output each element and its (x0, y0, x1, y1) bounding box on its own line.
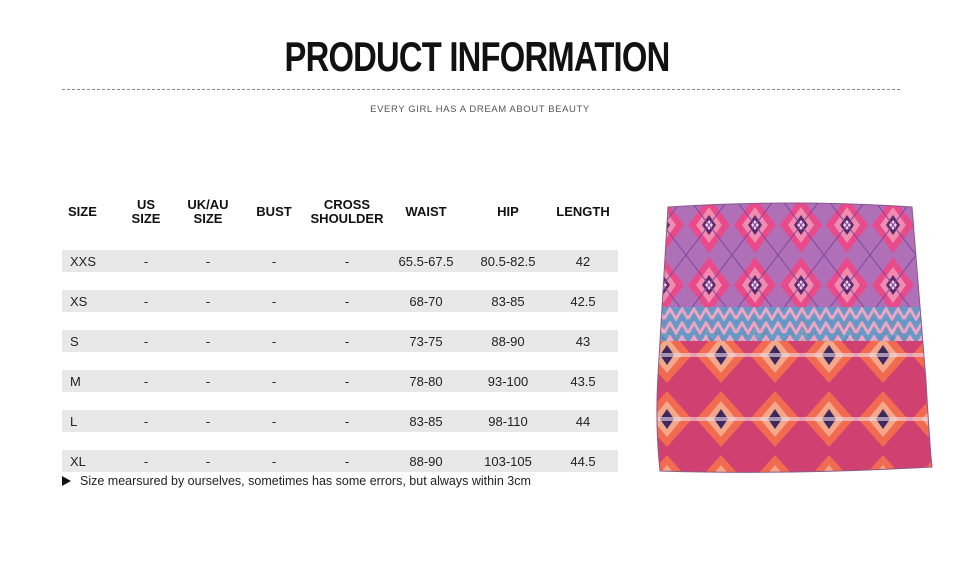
table-cell: 98-110 (468, 410, 548, 432)
table-cell: - (238, 370, 310, 392)
table-cell: - (310, 450, 384, 472)
size-cell: L (62, 410, 114, 432)
table-cell: 42.5 (548, 290, 618, 312)
size-cell: XS (62, 290, 114, 312)
table-cell: - (310, 290, 384, 312)
skirt-product-image (640, 195, 940, 480)
table-cell: - (310, 370, 384, 392)
page-title: PRODUCT INFORMATION (284, 33, 670, 80)
table-cell: - (178, 330, 238, 352)
table-cell: - (178, 410, 238, 432)
table-cell: 65.5-67.5 (384, 250, 468, 272)
header-us-size-label: US SIZE (131, 197, 161, 226)
skirt-illustration (640, 195, 940, 480)
header-uk-au-size-label: UK/AU SIZE (187, 197, 229, 226)
table-cell: 83-85 (468, 290, 548, 312)
table-cell: - (178, 370, 238, 392)
table-cell: 78-80 (384, 370, 468, 392)
table-cell: 44 (548, 410, 618, 432)
table-cell: - (238, 450, 310, 472)
header-bust: BUST (256, 204, 292, 219)
table-cell: 88-90 (384, 450, 468, 472)
table-cell: - (178, 250, 238, 272)
table-cell: 44.5 (548, 450, 618, 472)
table-cell: 73-75 (384, 330, 468, 352)
table-cell: 43 (548, 330, 618, 352)
header-cross-shoulder (310, 192, 384, 232)
table-cell: 88-90 (468, 330, 548, 352)
table-row (62, 290, 618, 312)
table-row (62, 410, 618, 432)
size-note (62, 474, 531, 488)
table-cell: 103-105 (468, 450, 548, 472)
table-cell: - (114, 330, 178, 352)
triangle-bullet-icon (62, 476, 71, 486)
size-cell: XXS (62, 250, 114, 272)
table-row (62, 450, 618, 472)
table-cell: - (114, 250, 178, 272)
table-cell: - (238, 410, 310, 432)
table-cell: 42 (548, 250, 618, 272)
table-cell: - (178, 450, 238, 472)
table-cell: - (238, 330, 310, 352)
table-cell: - (114, 370, 178, 392)
table-cell: 68-70 (384, 290, 468, 312)
size-note-text: Size mearsured by ourselves, sometimes has some errors, but always within 3cm (80, 474, 531, 488)
size-cell: XL (62, 450, 114, 472)
table-cell: - (310, 250, 384, 272)
header-waist: WAIST (405, 204, 447, 219)
header-length: LENGTH (556, 204, 610, 219)
table-cell: - (178, 290, 238, 312)
header-cross-shoulder-label: CROSS SHOULDER (310, 197, 384, 226)
header-hip: HIP (497, 204, 519, 219)
table-cell: - (238, 290, 310, 312)
table-row (62, 250, 618, 272)
table-row (62, 370, 618, 392)
header-uk-au-size (178, 192, 238, 232)
page-subtitle: EVERY GIRL HAS A DREAM ABOUT BEAUTY (370, 104, 590, 115)
table-cell: 93-100 (468, 370, 548, 392)
table-cell: - (310, 410, 384, 432)
table-row (62, 330, 618, 352)
header-us-size (114, 192, 178, 232)
table-cell: 80.5-82.5 (468, 250, 548, 272)
size-cell: M (62, 370, 114, 392)
size-cell: S (62, 330, 114, 352)
table-cell: - (238, 250, 310, 272)
table-cell: - (114, 450, 178, 472)
dashed-divider (62, 89, 900, 90)
table-cell: 43.5 (548, 370, 618, 392)
header-size: SIZE (68, 204, 97, 219)
table-cell: - (310, 330, 384, 352)
size-chart-table (62, 174, 618, 490)
table-cell: - (114, 290, 178, 312)
table-cell: - (114, 410, 178, 432)
table-cell: 83-85 (384, 410, 468, 432)
size-chart-header-row (62, 192, 618, 232)
